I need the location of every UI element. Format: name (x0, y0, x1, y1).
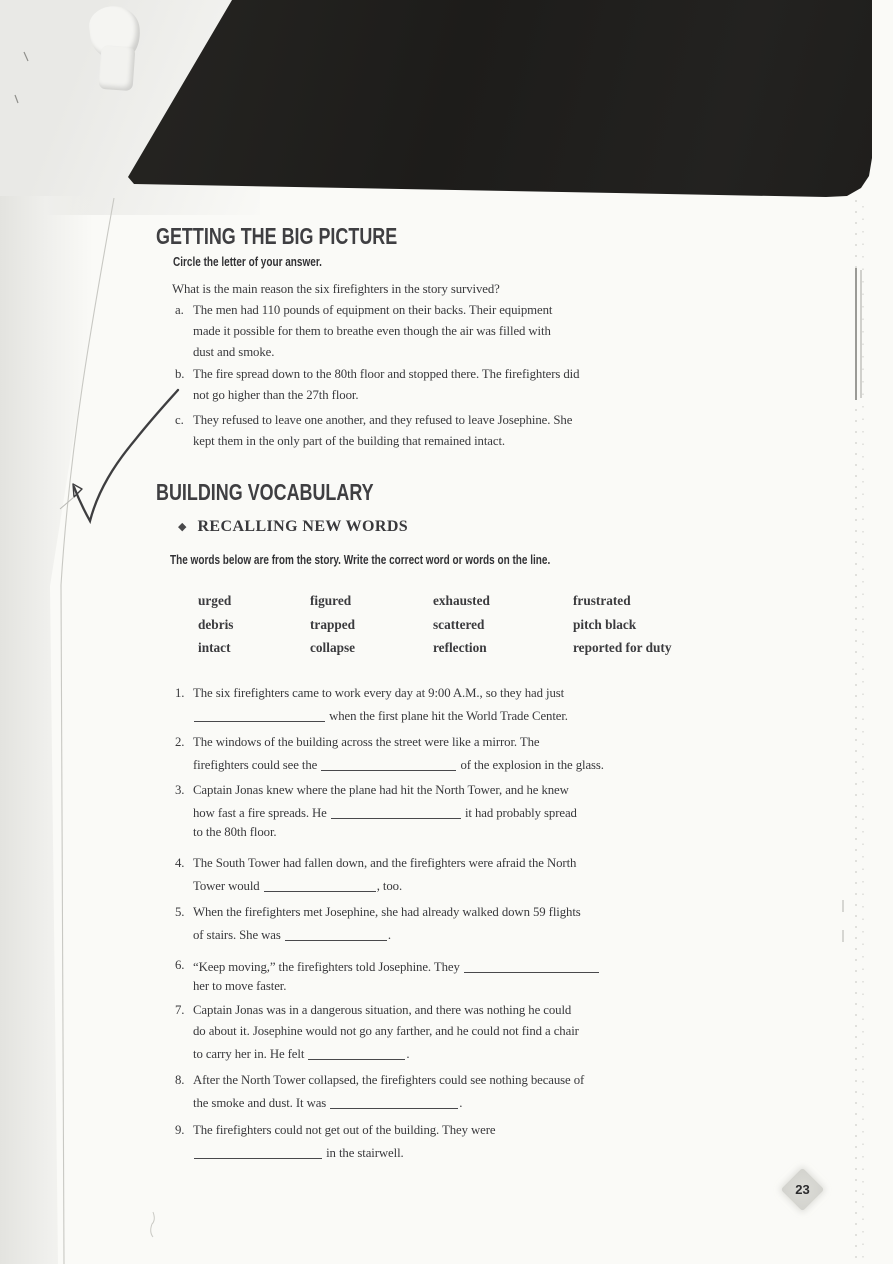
text-run: . (406, 1047, 410, 1061)
section-title-big-picture: GETTING THE BIG PICTURE (156, 223, 398, 249)
text-run: The six firefighters came to work every day at 9:00 A.M., so they had just (193, 686, 565, 700)
question-text: What is the main reason the six firefighters in the story survived? (172, 282, 500, 296)
text-line (193, 1094, 584, 1115)
text-line (193, 856, 576, 877)
text-run: After the North Tower collapsed, the firefighters could see nothing because of (193, 1073, 585, 1087)
instruction-circle-answer: Circle the letter of your answer. (173, 255, 322, 269)
vocab-word: urged (198, 593, 232, 608)
text-line (193, 958, 600, 979)
item-text (193, 303, 552, 366)
text-run: The windows of the building across the street were like a mirror. The (193, 735, 540, 749)
answer-blank (321, 758, 456, 771)
text-run: They refused to leave one another, and they refused to leave Josephine. She (193, 413, 573, 427)
text-run: The firefighters could not get out of the building. They were (193, 1123, 496, 1137)
question-number: 5. (175, 905, 185, 919)
vocab-word: collapse (310, 640, 356, 655)
vocab-word: reported for duty (573, 640, 672, 655)
question-number: 6. (175, 958, 185, 972)
answer-blank (464, 960, 599, 973)
item-text (193, 1123, 495, 1165)
text-run: not go higher than the 27th floor. (193, 388, 359, 402)
subsection-recalling-new-words (178, 518, 408, 536)
text-run: when the first plane hit the World Trade Center. (326, 709, 568, 723)
text-run: kept them in the only part of the building that remained intact. (193, 434, 506, 448)
item-text (193, 413, 572, 455)
vocab-word: intact (198, 640, 231, 655)
text-run: to carry her in. He felt (193, 1047, 308, 1061)
text-line (193, 926, 581, 947)
question-item-7 (175, 1003, 755, 1066)
question-item-3 (175, 783, 755, 846)
question-item-9 (175, 1123, 755, 1165)
diamond-bullet-icon: ◆ (178, 521, 187, 533)
vocab-word: pitch black (573, 616, 637, 632)
word-bank (198, 589, 672, 660)
text-run: Tower would (193, 879, 263, 893)
text-run: When the firefighters met Josephine, she had already walked down 59 flights (193, 905, 581, 919)
text-run: , too. (376, 879, 403, 893)
text-line (193, 804, 577, 825)
text-line (193, 1073, 584, 1094)
text-line (193, 707, 568, 728)
text-run: The fire spread down to the 80th floor and stopped there. The firefighters did (193, 367, 580, 381)
text-line (193, 735, 604, 756)
item-text (193, 856, 576, 898)
text-line (193, 345, 552, 366)
text-line (193, 877, 576, 898)
page-number-badge (781, 1168, 825, 1212)
question-number: 1. (175, 686, 185, 700)
option-letter: b. (175, 367, 185, 381)
item-text (193, 958, 600, 1000)
text-line (193, 1024, 579, 1045)
item-text (193, 1073, 584, 1115)
text-run: of stairs. She was (193, 928, 284, 942)
answer-blank (330, 1096, 458, 1109)
text-run: dust and smoke. (193, 345, 275, 359)
question-item-2 (175, 735, 755, 777)
question-number: 3. (175, 783, 185, 797)
text-run: of the explosion in the glass. (457, 758, 604, 772)
item-text (193, 367, 579, 409)
text-run: to the 80th floor. (193, 825, 277, 839)
item-text (193, 735, 604, 777)
text-line (193, 783, 577, 804)
vocab-word: debris (198, 616, 234, 632)
answer-blank (194, 709, 325, 722)
vocab-word: scattered (433, 616, 485, 632)
text-run: The men had 110 pounds of equipment on their backs. Their equipment (193, 303, 553, 317)
question-number: 9. (175, 1123, 185, 1137)
text-run: . (387, 928, 391, 942)
vocab-word: exhausted (433, 593, 490, 608)
text-run: her to move faster. (193, 979, 287, 993)
page-number: 23 (795, 1182, 810, 1197)
instruction-word-bank: The words below are from the story. Write the correct word or words on the line. (170, 553, 551, 567)
answer-blank (308, 1047, 405, 1060)
text-run: the smoke and dust. It was (193, 1096, 330, 1110)
text-run: firefighters could see the (193, 758, 321, 772)
question-number: 2. (175, 735, 185, 749)
option-letter: c. (175, 413, 184, 427)
text-run: in the stairwell. (323, 1146, 404, 1160)
answer-option-b (175, 367, 755, 409)
item-text (193, 783, 577, 846)
item-text (193, 686, 568, 728)
answer-blank (194, 1146, 322, 1159)
question-number: 4. (175, 856, 185, 870)
text-line (193, 1003, 579, 1024)
answer-option-c (175, 413, 755, 455)
question-number: 8. (175, 1073, 185, 1087)
text-run: made it possible for them to breathe even though the air was filled with (193, 324, 551, 338)
text-run: . (459, 1096, 463, 1110)
text-line (193, 686, 568, 707)
option-letter: a. (175, 303, 184, 317)
answer-blank (264, 879, 376, 892)
text-line (193, 434, 572, 455)
text-line (193, 303, 552, 324)
text-line (193, 367, 579, 388)
question-item-8 (175, 1073, 755, 1115)
item-text (193, 1003, 579, 1066)
question-item-6 (175, 958, 755, 1000)
text-run: “Keep moving,” the firefighters told Josephine. They (193, 960, 463, 974)
text-line (193, 388, 579, 409)
question-item-4 (175, 856, 755, 898)
vocab-word: frustrated (573, 593, 631, 608)
subsection-title: RECALLING NEW WORDS (197, 518, 409, 535)
text-line (193, 905, 581, 926)
text-run: The South Tower had fallen down, and the firefighters were afraid the North (193, 856, 577, 870)
answer-blank (285, 928, 387, 941)
text-line (193, 979, 600, 1000)
question-item-5 (175, 905, 755, 947)
question-number: 7. (175, 1003, 185, 1017)
vocab-word: trapped (310, 616, 356, 632)
text-line (193, 1045, 579, 1066)
question-item-1 (175, 686, 755, 728)
text-line (193, 756, 604, 777)
text-line (193, 825, 577, 846)
vocab-word: reflection (433, 640, 487, 655)
answer-option-a (175, 303, 755, 366)
text-run: how fast a fire spreads. He (193, 806, 330, 820)
text-run: Captain Jonas knew where the plane had hit the North Tower, and he knew (193, 783, 569, 797)
section-title-building-vocabulary: BUILDING VOCABULARY (156, 479, 374, 505)
text-run: it had probably spread (461, 806, 577, 820)
text-run: do about it. Josephine would not go any farther, and he could not find a chair (193, 1024, 579, 1038)
answer-blank (331, 806, 461, 819)
vocab-word: figured (310, 593, 352, 608)
text-line (193, 324, 552, 345)
item-text (193, 905, 581, 947)
text-line (193, 1144, 495, 1165)
text-line (193, 413, 572, 434)
text-run: Captain Jonas was in a dangerous situation, and there was nothing he could (193, 1003, 572, 1017)
text-line (193, 1123, 495, 1144)
